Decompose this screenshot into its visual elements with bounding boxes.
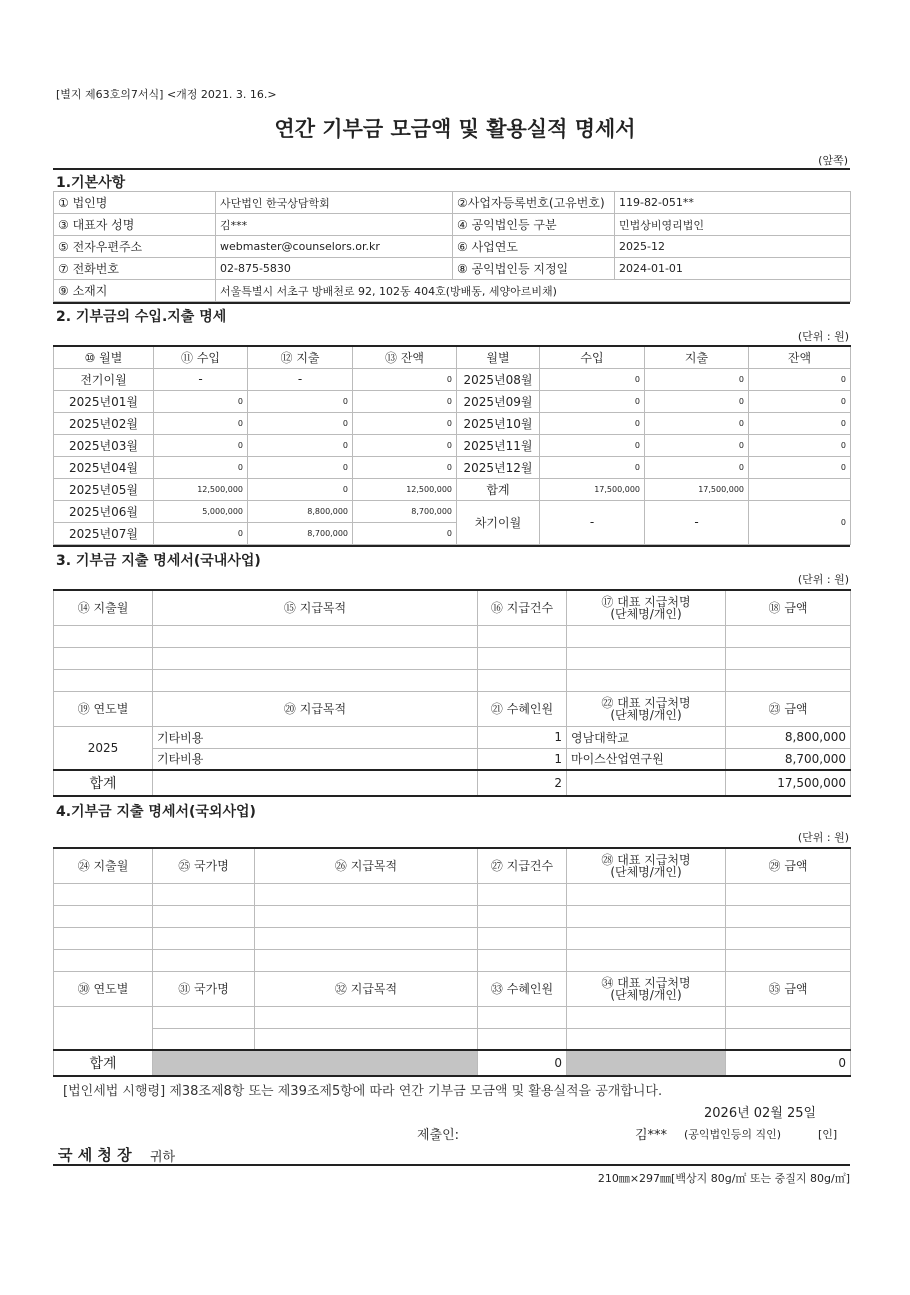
front-side-label: (앞쪽) <box>818 154 848 167</box>
month-cell: 2025년01월 <box>54 390 154 412</box>
overseas-expense-table <box>53 847 851 1077</box>
income-cell: 0 <box>154 522 248 544</box>
expense-cell: 0 <box>248 434 353 456</box>
carry-forward-expense: - <box>645 500 749 544</box>
domestic-expense-table <box>53 589 851 797</box>
column-header: ㉜ 지급목적 <box>255 971 478 1006</box>
balance-cell: 0 <box>749 456 851 478</box>
field-value: 02-875-5830 <box>216 258 453 280</box>
column-header <box>567 848 726 883</box>
basic-info-row <box>54 214 851 236</box>
purpose-cell: 기타비용 <box>153 726 478 748</box>
total-amount: 0 <box>726 1050 851 1076</box>
table-row <box>54 748 851 770</box>
income-cell: 12,500,000 <box>154 478 248 500</box>
balance-cell: 0 <box>353 412 457 434</box>
field-label: ④ 공익법인등 구분 <box>453 214 615 236</box>
column-header: ㉟ 금액 <box>726 971 851 1006</box>
unit-label: (단위 : 원) <box>797 831 849 844</box>
table-row <box>54 456 851 478</box>
expense-cell: 0 <box>645 412 749 434</box>
balance-cell: 0 <box>749 368 851 390</box>
column-header: ⑬ 잔액 <box>353 346 457 368</box>
expense-cell: 0 <box>248 412 353 434</box>
section-divider <box>53 168 850 170</box>
section-divider <box>53 545 850 547</box>
total-label: 합계 <box>54 770 153 796</box>
income-cell: 0 <box>154 456 248 478</box>
income-total-cell: 17,500,000 <box>540 478 645 500</box>
section-divider <box>53 302 850 304</box>
total-label: 합계 <box>457 478 540 500</box>
expense-cell: 0 <box>248 390 353 412</box>
table-header-row <box>54 346 851 368</box>
income-cell: 0 <box>540 456 645 478</box>
column-header: ㉗ 지급건수 <box>478 848 567 883</box>
empty-row <box>54 883 851 905</box>
column-header: ㉙ 금액 <box>726 848 851 883</box>
total-count: 0 <box>478 1050 567 1076</box>
field-label: ⑨ 소재지 <box>54 280 216 302</box>
amount-cell: 8,700,000 <box>726 748 851 770</box>
month-cell: 2025년11월 <box>457 434 540 456</box>
table-row <box>54 500 851 522</box>
income-cell: 0 <box>540 412 645 434</box>
section-2-title: 2. 기부금의 수입.지출 명세 <box>56 309 227 325</box>
column-header: ⑪ 수입 <box>154 346 248 368</box>
carry-forward-balance: 0 <box>749 500 851 544</box>
form-label: [별지 제63호의7서식] <개정 2021. 3. 16.> <box>56 88 277 101</box>
empty-row <box>54 625 851 647</box>
column-header: ⑯ 지급건수 <box>478 590 567 625</box>
balance-cell: 0 <box>353 456 457 478</box>
field-value: 119-82-051** <box>615 192 851 214</box>
column-header <box>567 590 726 625</box>
expense-cell: 0 <box>248 478 353 500</box>
table-row <box>54 412 851 434</box>
basic-info-row <box>54 258 851 280</box>
table-row <box>54 434 851 456</box>
expense-cell: 0 <box>645 390 749 412</box>
header-line: ㉞ 대표 지급처명 <box>601 975 691 990</box>
paper-spec: 210㎜×297㎜[백상지 80g/㎡ 또는 중질지 80g/㎡] <box>597 1172 850 1185</box>
empty-row <box>54 905 851 927</box>
balance-cell: 8,700,000 <box>353 500 457 522</box>
address-value: 서울특별시 서초구 방배천로 92, 102동 404호(방배동, 세양아르비채) <box>216 280 851 302</box>
column-header: ㉑ 수혜인원 <box>478 691 567 726</box>
column-header <box>567 691 726 726</box>
recipient: 국 세 청 장 <box>58 1146 132 1164</box>
submitter-name: 김*** <box>635 1128 668 1143</box>
expense-cell: 0 <box>645 456 749 478</box>
expense-cell: 0 <box>248 456 353 478</box>
basic-info-row <box>54 236 851 258</box>
column-header: ⑱ 금액 <box>726 590 851 625</box>
submitter-role: (공익법인등의 직인) <box>684 1128 782 1141</box>
purpose-cell: 기타비용 <box>153 748 478 770</box>
header-line: (단체명/개인) <box>610 606 682 621</box>
column-header: ㉝ 수혜인원 <box>478 971 567 1006</box>
submitter-label: 제출인: <box>417 1128 460 1143</box>
year-cell: 2025 <box>54 726 153 770</box>
carry-forward-label: 차기이월 <box>457 500 540 544</box>
balance-cell: 0 <box>353 368 457 390</box>
submission-date: 2026년 02월 25일 <box>704 1106 817 1121</box>
income-cell: - <box>154 368 248 390</box>
table-row <box>54 726 851 748</box>
column-header: ㉛ 국가명 <box>153 971 255 1006</box>
income-cell: 5,000,000 <box>154 500 248 522</box>
beneficiaries-cell: 1 <box>478 726 567 748</box>
field-label: ③ 대표자 성명 <box>54 214 216 236</box>
balance-cell: 0 <box>749 434 851 456</box>
column-header <box>567 971 726 1006</box>
total-row <box>54 1050 851 1076</box>
month-cell: 2025년04월 <box>54 456 154 478</box>
total-beneficiaries: 2 <box>478 770 567 796</box>
header-line: ⑰ 대표 지급처명 <box>601 594 691 609</box>
column-header: ⑮ 지급목적 <box>153 590 478 625</box>
empty-row <box>54 669 851 691</box>
beneficiaries-cell: 1 <box>478 748 567 770</box>
month-cell: 2025년08월 <box>457 368 540 390</box>
total-amount: 17,500,000 <box>726 770 851 796</box>
field-label: ⑥ 사업연도 <box>453 236 615 258</box>
carry-forward-income: - <box>540 500 645 544</box>
month-cell: 2025년05월 <box>54 478 154 500</box>
month-cell: 2025년06월 <box>54 500 154 522</box>
column-header: ㉔ 지출월 <box>54 848 153 883</box>
table-header-row <box>54 971 851 1006</box>
header-line: (단체명/개인) <box>610 987 682 1002</box>
honorific: 귀하 <box>150 1150 176 1165</box>
balance-cell: 12,500,000 <box>353 478 457 500</box>
column-header: ⑭ 지출월 <box>54 590 153 625</box>
field-label: ⑤ 전자우편주소 <box>54 236 216 258</box>
basic-info-table <box>53 191 851 302</box>
month-cell: 2025년10월 <box>457 412 540 434</box>
basic-info-row <box>54 192 851 214</box>
section-3-title: 3. 기부금 지출 명세서(국내사업) <box>56 553 261 569</box>
month-cell: 전기이월 <box>54 368 154 390</box>
header-line: ㉒ 대표 지급처명 <box>601 695 691 710</box>
column-header: 월별 <box>457 346 540 368</box>
table-row <box>54 390 851 412</box>
expense-total-cell: 17,500,000 <box>645 478 749 500</box>
empty-row <box>54 949 851 971</box>
column-header: ⑳ 지급목적 <box>153 691 478 726</box>
section-divider <box>53 1164 850 1166</box>
legal-statement: [법인세법 시행령] 제38조제8항 또는 제39조제5항에 따라 연간 기부금 모금액 및 활용실적을 공개합니다. <box>63 1084 663 1099</box>
column-header: ⑲ 연도별 <box>54 691 153 726</box>
income-cell: 0 <box>154 390 248 412</box>
amount-cell: 8,800,000 <box>726 726 851 748</box>
balance-cell: 0 <box>353 434 457 456</box>
field-value: webmaster@counselors.or.kr <box>216 236 453 258</box>
section-4-title: 4.기부금 지출 명세서(국외사업) <box>56 804 256 820</box>
column-header: 수입 <box>540 346 645 368</box>
month-cell: 2025년12월 <box>457 456 540 478</box>
balance-total-cell <box>749 478 851 500</box>
balance-cell: 0 <box>749 412 851 434</box>
month-cell: 2025년07월 <box>54 522 154 544</box>
column-header: ㉓ 금액 <box>726 691 851 726</box>
total-label: 합계 <box>54 1050 153 1076</box>
field-value: 민법상비영리법인 <box>615 214 851 236</box>
income-cell: 0 <box>154 434 248 456</box>
empty-row <box>54 1028 851 1050</box>
empty-row <box>54 927 851 949</box>
table-row <box>54 478 851 500</box>
section-1-title: 1.기본사항 <box>56 175 126 191</box>
shaded-cell <box>153 1050 478 1076</box>
total-row <box>54 770 851 796</box>
empty-row <box>54 1006 851 1028</box>
shaded-cell <box>567 1050 726 1076</box>
recipient-cell: 마이스산업연구원 <box>567 748 726 770</box>
expense-cell: 8,700,000 <box>248 522 353 544</box>
expense-cell: 0 <box>645 368 749 390</box>
field-value: 2024-01-01 <box>615 258 851 280</box>
recipient-cell: 영남대학교 <box>567 726 726 748</box>
balance-cell: 0 <box>353 522 457 544</box>
expense-cell: 0 <box>645 434 749 456</box>
field-value: 2025-12 <box>615 236 851 258</box>
income-cell: 0 <box>540 434 645 456</box>
header-line: (단체명/개인) <box>610 707 682 722</box>
expense-cell: 8,800,000 <box>248 500 353 522</box>
income-cell: 0 <box>540 390 645 412</box>
field-label: ① 법인명 <box>54 192 216 214</box>
empty-row <box>54 647 851 669</box>
expense-cell: - <box>248 368 353 390</box>
income-expense-table <box>53 345 851 545</box>
field-label: ②사업자등록번호(고유번호) <box>453 192 615 214</box>
table-header-row <box>54 848 851 883</box>
month-cell: 2025년09월 <box>457 390 540 412</box>
unit-label: (단위 : 원) <box>797 330 849 343</box>
page-title: 연간 기부금 모금액 및 활용실적 명세서 <box>274 117 636 141</box>
month-cell: 2025년03월 <box>54 434 154 456</box>
column-header: ⑫ 지출 <box>248 346 353 368</box>
field-label: ⑧ 공익법인등 지정일 <box>453 258 615 280</box>
field-value: 사단법인 한국상담학회 <box>216 192 453 214</box>
seal-mark: [인] <box>818 1128 838 1141</box>
column-header: ㉖ 지급목적 <box>255 848 478 883</box>
income-cell: 0 <box>540 368 645 390</box>
table-header-row <box>54 691 851 726</box>
field-label: ⑦ 전화번호 <box>54 258 216 280</box>
balance-cell: 0 <box>749 390 851 412</box>
column-header: ㉕ 국가명 <box>153 848 255 883</box>
month-cell: 2025년02월 <box>54 412 154 434</box>
basic-info-row <box>54 280 851 302</box>
table-header-row <box>54 590 851 625</box>
column-header: 잔액 <box>749 346 851 368</box>
field-value: 김*** <box>216 214 453 236</box>
column-header: 지출 <box>645 346 749 368</box>
column-header: ⑩ 월별 <box>54 346 154 368</box>
unit-label: (단위 : 원) <box>797 573 849 586</box>
table-row <box>54 368 851 390</box>
column-header: ㉚ 연도별 <box>54 971 153 1006</box>
header-line: ㉘ 대표 지급처명 <box>601 852 691 867</box>
balance-cell: 0 <box>353 390 457 412</box>
income-cell: 0 <box>154 412 248 434</box>
header-line: (단체명/개인) <box>610 864 682 879</box>
